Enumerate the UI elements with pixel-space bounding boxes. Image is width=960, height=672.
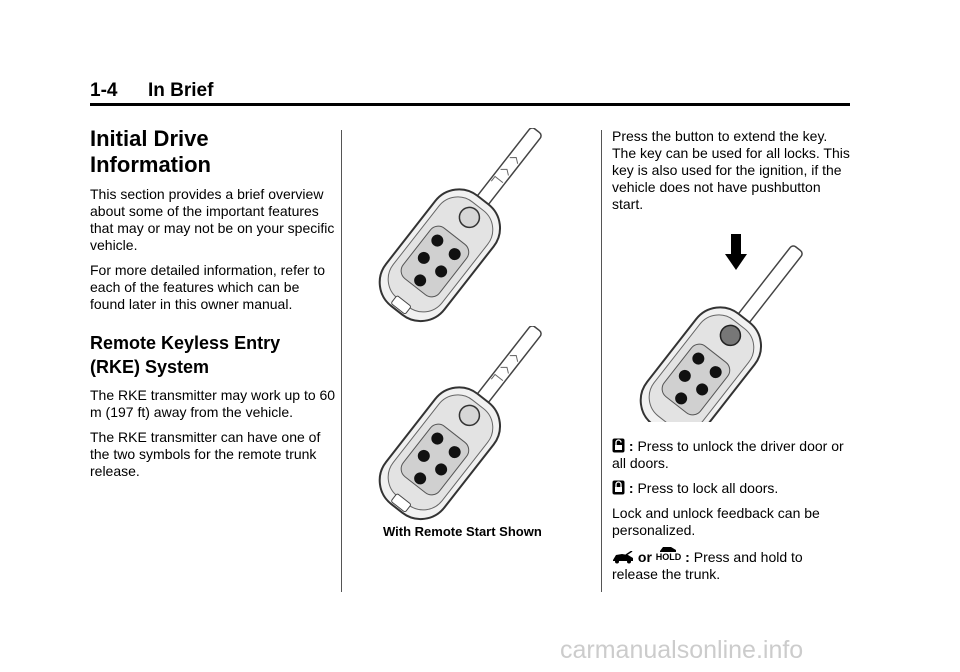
rke-heading <box>90 331 336 379</box>
section-title: In Brief <box>148 80 214 101</box>
unlock-icon <box>612 438 625 453</box>
trunk-row <box>612 547 852 583</box>
header-rule <box>90 103 850 106</box>
main-heading-line2: Information <box>90 152 211 177</box>
lock-separator: : <box>628 480 634 496</box>
trunk-description: Press and hold to release the trunk. <box>612 549 803 582</box>
unlock-separator: : <box>628 438 634 454</box>
intro-paragraph: This section provides a brief overview about some of the important features that may or may not be on your specific vehicle. <box>90 186 335 253</box>
key-fob-illustration-1 <box>370 128 570 324</box>
unlock-row <box>612 438 852 472</box>
rke-symbols-paragraph: The RKE transmitter can have one of the two symbols for the remote trunk release. <box>90 429 321 479</box>
hold-label: HOLD <box>655 552 682 562</box>
details-paragraph: For more detailed information, refer to each of the features which can be found later in this owner manual. <box>90 262 325 312</box>
page-number: 1-4 <box>90 80 118 101</box>
column-divider-left <box>341 130 342 592</box>
rke-range-paragraph: The RKE transmitter may work up to 60 m (197 ft) away from the vehicle. <box>90 387 336 420</box>
car-hold-icon <box>656 545 682 562</box>
main-heading-line1: Initial Drive <box>90 126 209 151</box>
down-arrow-icon <box>725 234 747 270</box>
unlock-description: Press to unlock the driver door or all doors. <box>612 438 844 471</box>
rke-heading-line1: Remote Keyless Entry <box>90 333 281 353</box>
right-column <box>612 128 852 221</box>
key-fob-illustration-2 <box>370 326 570 522</box>
button-descriptions <box>612 438 852 591</box>
column-divider-right <box>601 130 602 592</box>
trunk-separator: : <box>685 549 690 565</box>
feedback-paragraph: Lock and unlock feedback can be personalized. <box>612 505 820 538</box>
lock-row <box>612 480 852 497</box>
key-fob-illustration-3 <box>625 226 835 422</box>
trunk-or: or <box>637 549 652 565</box>
rke-heading-line2: (RKE) System <box>90 357 210 377</box>
car-trunk-icon <box>612 551 634 564</box>
figure-caption: With Remote Start Shown <box>383 524 542 539</box>
lock-icon <box>612 480 625 495</box>
left-column <box>90 126 336 488</box>
main-heading <box>90 126 336 178</box>
key-extend-paragraph: Press the button to extend the key. The key can be used for all locks. This key is also used for the ignition, if the vehicle does not have pushbutton start. <box>612 128 850 212</box>
lock-description: Press to lock all doors. <box>637 480 779 496</box>
watermark: carmanualsonline.info <box>560 636 804 664</box>
